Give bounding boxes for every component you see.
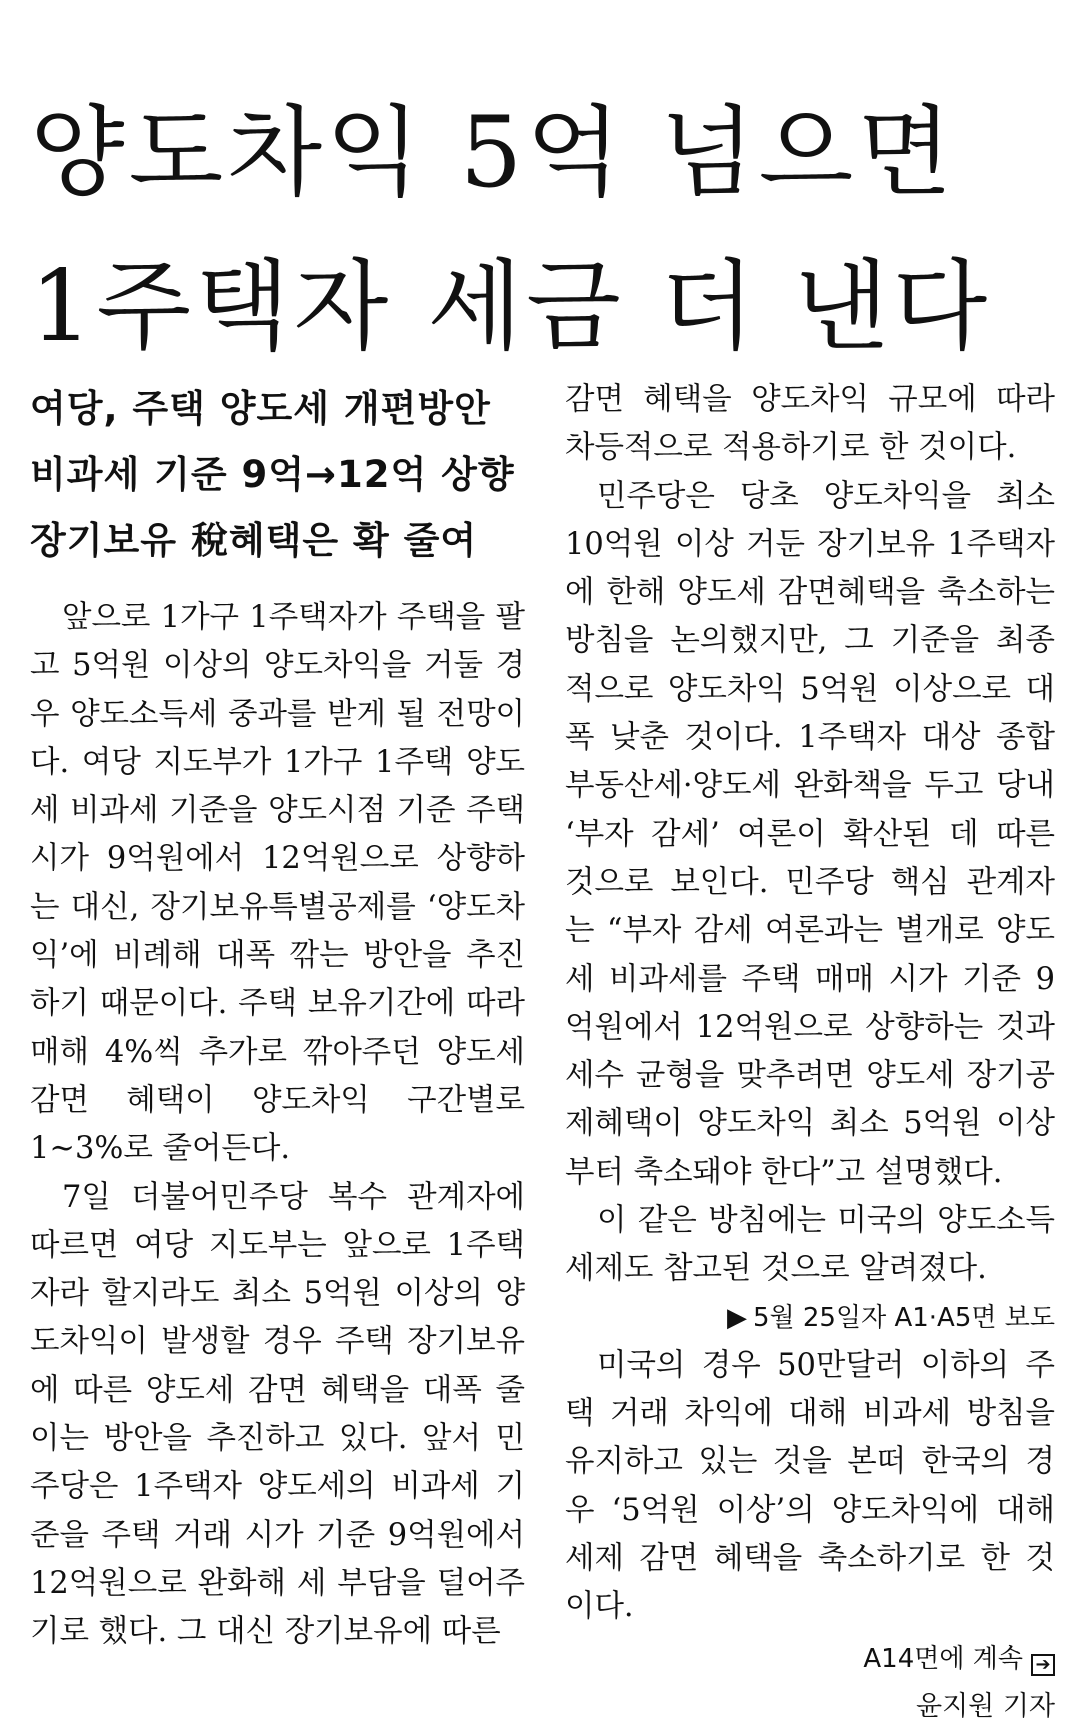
continued-text: A14면에 계속 — [863, 1644, 1023, 1675]
byline: 윤지원 기자 — [916, 1691, 1055, 1723]
headline-line-1: 양도차익 5억 넘으면 — [30, 95, 956, 210]
subheadings — [30, 376, 525, 574]
right-column — [565, 376, 1055, 1731]
right-body — [565, 376, 1055, 1294]
reference-note — [565, 1294, 1055, 1342]
paragraph: 7일 더불어민주당 복수 관계자에 따르면 여당 지도부는 앞으로 1주택자라 할지라도 최소 5억원 이상의 양도차익이 발생할 경우 주택 장기보유에 따른 양도세 감면 혜택을 대폭 줄이는 방안을 추진하고 있다. 앞서 민주당은 1주택자 양도세의 비과세 기준을 주택 거래 시가 기준 9억원에서 12억원으로 완화해 세 부담을 덜어주기로 했다. 그 대신 장기보유에 따른 — [30, 1179, 525, 1650]
triangle-right-icon: ▶ — [726, 1302, 747, 1333]
headline-line-2: 1주택자 세금 더 낸다 — [30, 249, 992, 364]
reference-text: 5월 25일자 A1·A5면 보도 — [752, 1302, 1055, 1333]
left-column — [30, 376, 525, 1657]
left-body — [30, 594, 525, 1657]
right-body-2 — [565, 1342, 1055, 1632]
paragraph: 이 같은 방침에는 미국의 양도소득세제도 참고된 것으로 알려졌다. — [565, 1203, 1055, 1287]
paragraph: 앞으로 1가구 1주택자가 주택을 팔고 5억원 이상의 양도차익을 거둘 경우 양도소득세 중과를 받게 될 전망이다. 여당 지도부가 1가구 1주택 양도세 비과세 기준을 양도시점 기준 주택 시가 9억원에서 12억원으로 상향하는 대신, 장기보유특별공제를 ‘양도차익’에 비례해 대폭 깎는 방안을 추진하기 때문이다. 주택 보유기간에 따라 매해 4%씩 추가로 깎아주던 양도세 감면 혜택이 양도차익 구간별로 1~3%로 줄어든다. — [30, 600, 525, 1167]
subheading: 비과세 기준 9억→12억 상향 — [30, 453, 515, 496]
paragraph: 민주당은 당초 양도차익을 최소 10억원 이상 거둔 장기보유 1주택자에 한해 양도세 감면혜택을 축소하는 방침을 논의했지만, 그 기준을 최종적으로 양도차익 5억원 이상으로 대폭 낮춘 것이다. 1주택자 대상 종합부동산세·양도세 완화책을 두고 당내 ‘부자 감세’ 여론이 확산된 데 따른 것으로 보인다. 민주당 핵심 관계자는 “부자 감세 여론과는 별개로 양도세 비과세를 주택 매매 시가 기준 9억원에서 12억원으로 상향하는 것과 세수 균형을 맞추려면 양도세 장기공제혜택이 양도차익 최소 5억원 이상부터 축소돼야 한다”고 설명했다. — [565, 478, 1055, 1190]
paragraph: 감면 혜택을 양도차익 규모에 따라 차등적으로 적용하기로 한 것이다. — [565, 382, 1055, 466]
subheading: 장기보유 稅혜택은 확 줄여 — [30, 519, 478, 562]
continued-note — [565, 1635, 1055, 1683]
paragraph: 미국의 경우 50만달러 이하의 주택 거래 차익에 대해 비과세 방침을 유지하고 있는 것을 본떠 한국의 경우 ‘5억원 이상’의 양도차익에 대해 세제 감면 혜택을 축소하기로 한 것이다. — [565, 1347, 1055, 1625]
arrow-right-icon: ➔ — [1031, 1654, 1055, 1676]
subheading: 여당, 주택 양도세 개편방안 — [30, 387, 491, 430]
